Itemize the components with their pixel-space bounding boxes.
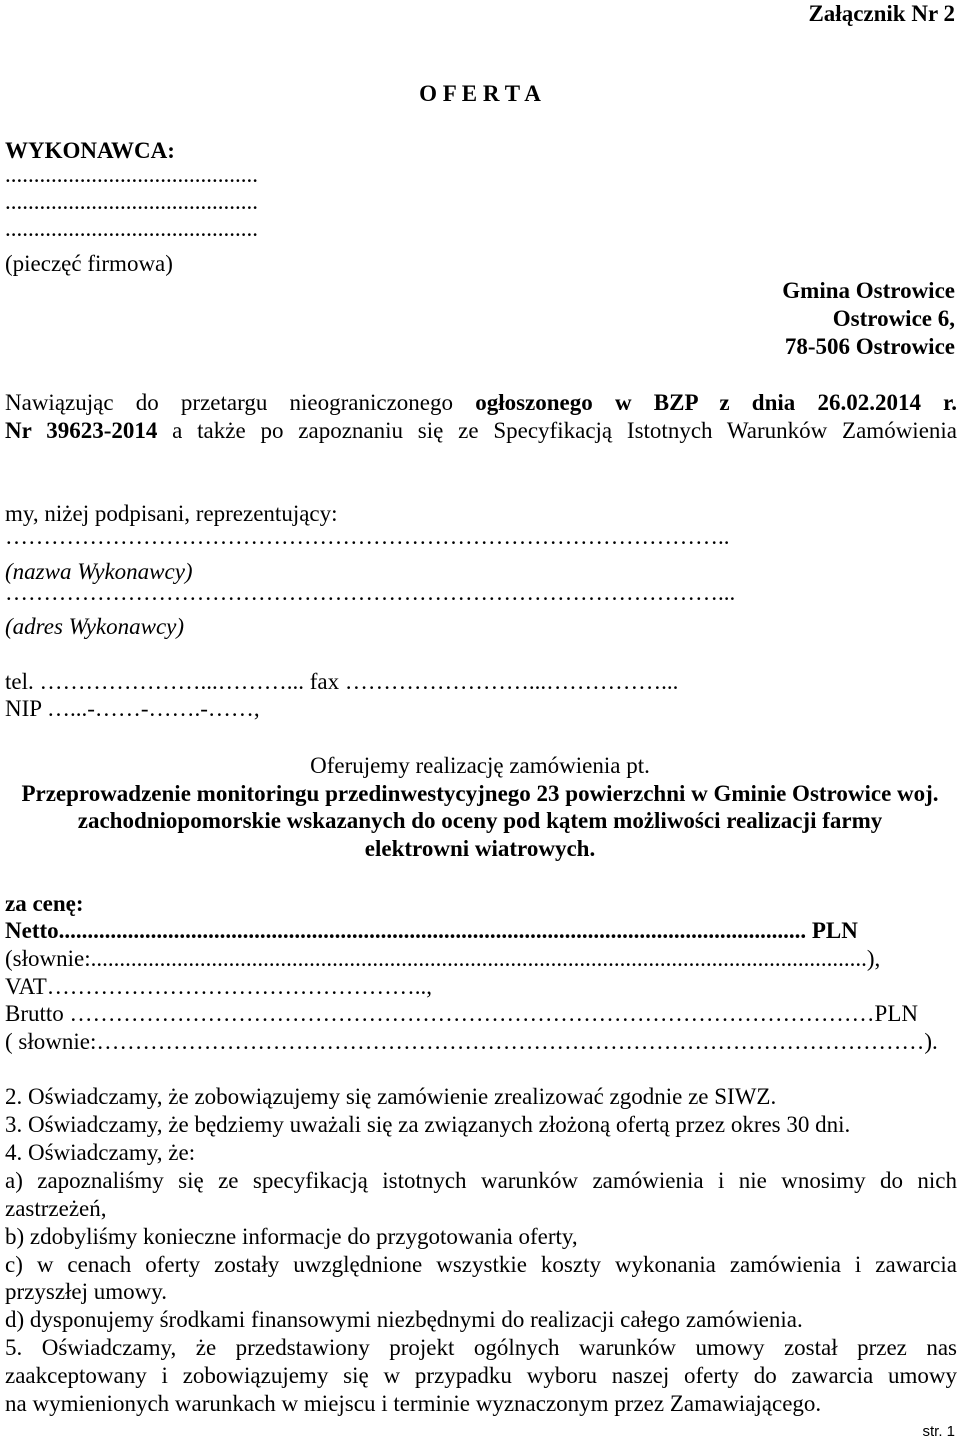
contractor-dots-line: ............................................	[5, 189, 258, 214]
intro-line-1-bold: ogłoszonego w BZP z dnia 26.02.2014 r.	[475, 390, 958, 415]
offer-title: O F E R T A	[419, 81, 541, 106]
declaration-line: d) dysponujemy środkami finansowymi niezbędnymi do realizacji całego zamówienia.	[5, 1307, 803, 1332]
declaration-line: zastrzeżeń,	[5, 1196, 107, 1221]
intro-line-1-regular: Nawiązując do przetargu nieograniczonego	[5, 390, 454, 415]
intro-line-1	[5, 389, 957, 417]
netto-words-line: (słownie:.......................................................................................................................................),	[5, 946, 881, 971]
declaration-line: na wymienionych warunkach w miejscu i terminie wyznaczonym przez Zamawiającego.	[5, 1391, 822, 1416]
offer-subject-line: Przeprowadzenie monitoringu przedinwestycyjnego 23 powierzchni w Gminie Ostrowice woj.	[21, 781, 939, 806]
annex-label: Załącznik Nr 2	[808, 1, 955, 26]
contractor-name-caption: (nazwa Wykonawcy)	[5, 559, 193, 584]
offer-subject-line: elektrowni wiatrowych.	[364, 836, 596, 861]
recipient-postal: 78-506 Ostrowice	[784, 334, 955, 359]
declaration-line: 3. Oświadczamy, że będziemy uważali się za związanych złożoną ofertą przez okres 30 dni.	[5, 1112, 851, 1137]
brutto-line: Brutto ……………………………………………………………………………………………PLN	[5, 1001, 918, 1026]
declaration-line: c) w cenach oferty zostały uwzględnione wszystkie koszty wykonania zamówienia i zawarcia	[5, 1252, 957, 1277]
nip-line: NIP …...-……-…….-……,	[5, 696, 260, 721]
declaration-line: b) zdobyliśmy konieczne informacje do przygotowania oferty,	[5, 1224, 578, 1249]
contractor-label: WYKONAWCA:	[5, 138, 175, 163]
contact-line: tel. …………………...………... fax ……………………...……………...	[5, 669, 679, 694]
contractor-address-caption: (adres Wykonawcy)	[5, 614, 185, 639]
declaration-line: zaakceptowany i zobowiązujemy się w przypadku wyboru naszej oferty do zawarcia umowy	[5, 1363, 957, 1388]
recipient-name: Gmina Ostrowice	[782, 278, 955, 303]
intro-line-2	[5, 417, 957, 445]
recipient-street: Ostrowice 6,	[832, 306, 955, 331]
page-number: str. 1	[922, 1423, 955, 1440]
declaration-line: 4. Oświadczamy, że:	[5, 1140, 196, 1165]
declaration-line: 5. Oświadczamy, że przedstawiony projekt ogólnych warunków umowy został przez nas	[5, 1335, 957, 1360]
price-label: za cenę:	[5, 891, 84, 916]
tender-number: Nr 39623-2014	[5, 418, 158, 443]
declaration-line: a) zapoznaliśmy się ze specyfikacją istotnych warunków zamówienia i nie wnosimy do nich	[5, 1168, 957, 1193]
stamp-caption: (pieczęć firmowa)	[5, 251, 173, 276]
declaration-line: przyszłej umowy.	[5, 1279, 168, 1304]
contractor-name-field: …………………………………………………………………………………..	[5, 524, 730, 549]
vat-line: VAT…………………………………………..,	[5, 974, 433, 999]
contractor-address-field: …………………………………………………………………………………...	[5, 580, 736, 605]
representatives-label: my, niżej podpisani, reprezentujący:	[5, 501, 338, 526]
contractor-dots-line: ............................................	[5, 162, 258, 187]
declaration-line: 2. Oświadczamy, że zobowiązujemy się zamówienie zrealizować zgodnie ze SIWZ.	[5, 1084, 777, 1109]
offer-lead: Oferujemy realizację zamówienia pt.	[310, 753, 650, 778]
brutto-words-line: ( słownie:………………………………………………………………………………………………).	[5, 1029, 938, 1054]
offer-subject-line: zachodniopomorskie wskazanych do oceny pod kątem możliwości realizacji farmy	[77, 808, 883, 833]
intro-line-2-regular: a także po zapoznaniu się ze Specyfikacją Istotnych Warunków Zamówienia	[172, 418, 957, 443]
contractor-dots-line: ............................................	[5, 216, 258, 241]
netto-line: Netto.................................................................................................................................. PLN	[5, 918, 858, 943]
